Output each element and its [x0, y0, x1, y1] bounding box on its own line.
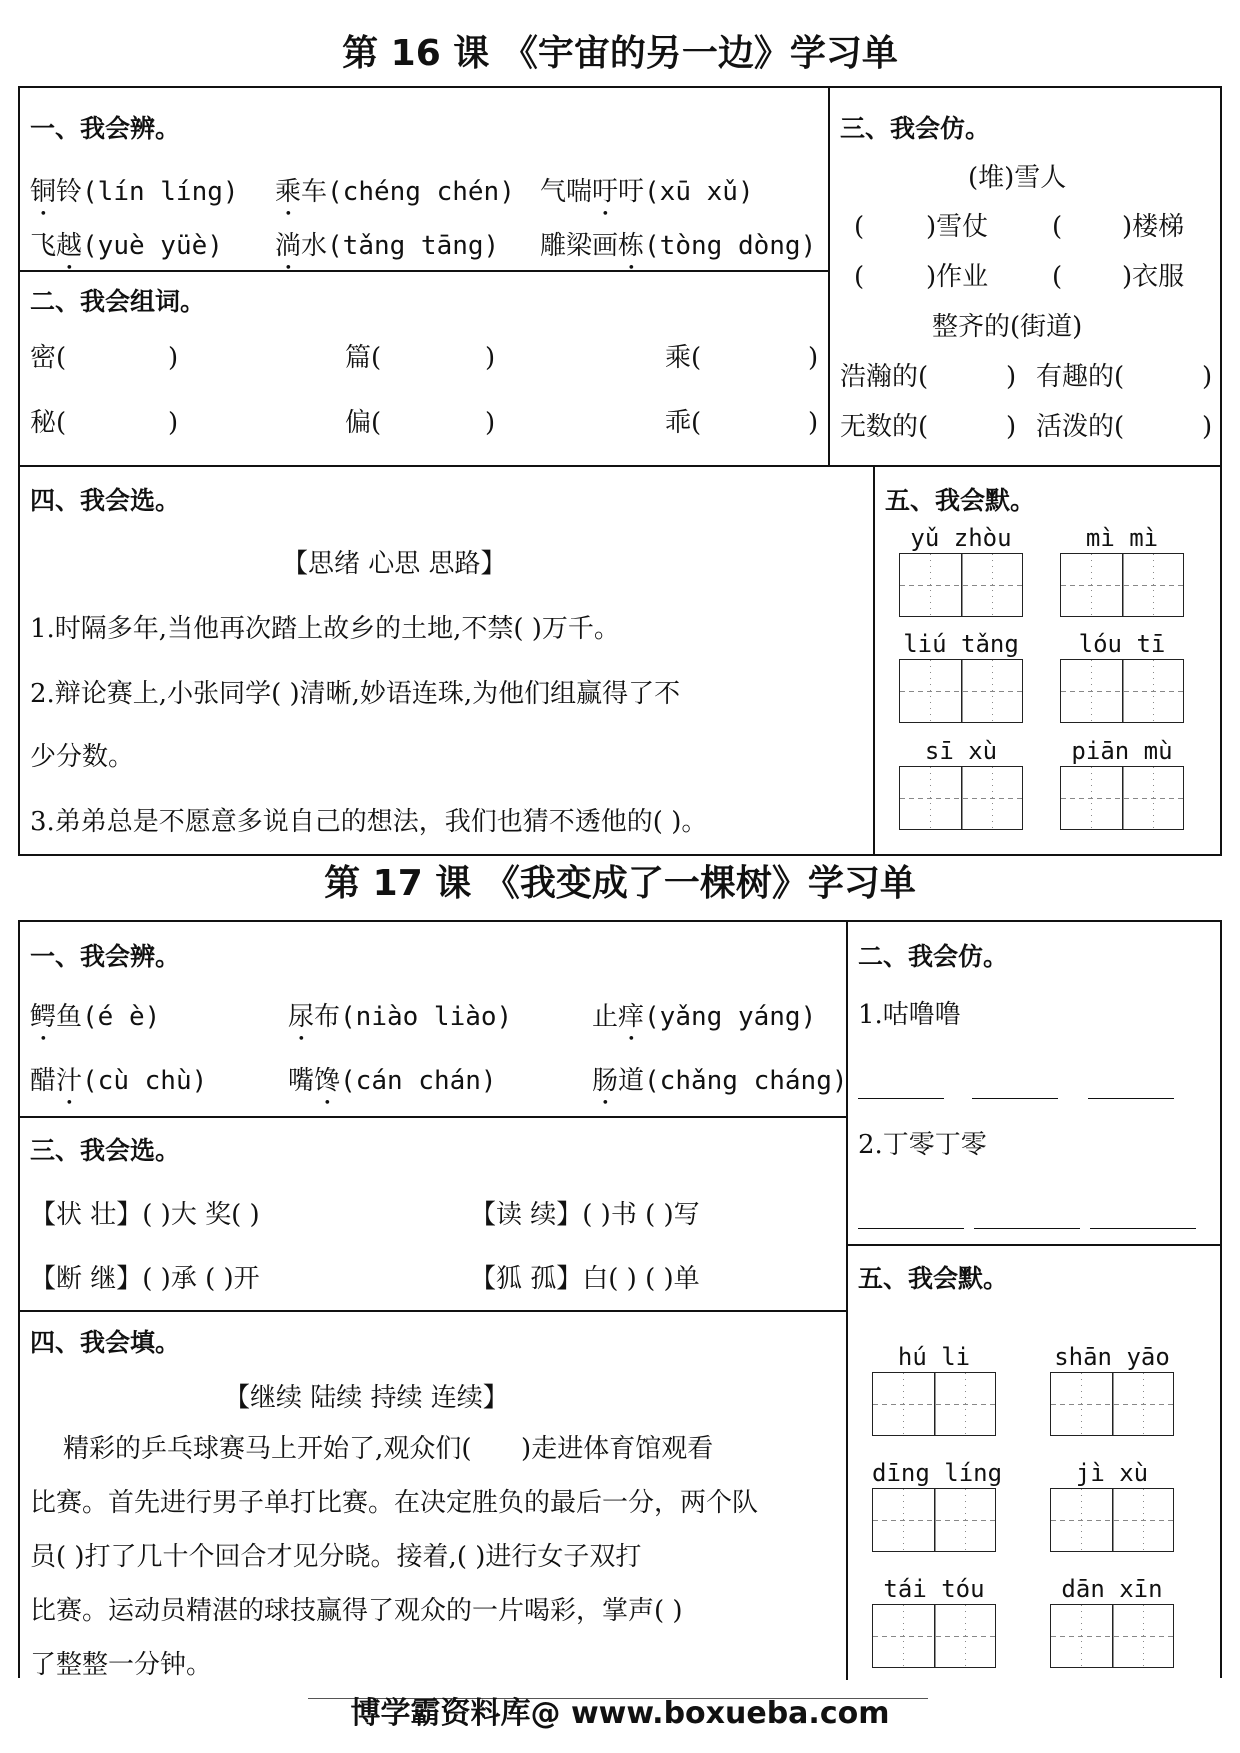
l16-s3-blank: ) [1202, 362, 1213, 392]
l16-s1-item: 淌水(tǎng tāng) [275, 231, 500, 261]
l16-s3-blank: ( [1052, 212, 1063, 242]
l16-s2-heading: 二、我会组词。 [30, 287, 206, 316]
l16-section2 [20, 270, 828, 465]
l16-s3-heading: 三、我会仿。 [840, 114, 991, 143]
l16-s2-item: ) [808, 408, 819, 438]
lesson16-table [18, 86, 1222, 856]
l17-tianzige-grid [872, 1604, 996, 1668]
l16-s2-item: ) [485, 408, 496, 438]
l16-s2-item: 秘( [30, 408, 67, 438]
l17-tianzige-grid [872, 1488, 996, 1552]
l17-s4-word-bank: 【继续 陆续 持续 连续】 [224, 1383, 509, 1413]
l16-s3-blank: )雪仗 [926, 212, 989, 242]
l17-s3-item: 【狐 孤】白( ) ( )单 [470, 1264, 700, 1294]
l16-s4-heading: 四、我会选。 [30, 486, 181, 515]
l17-s1-item: 嘴馋(cán chán) [288, 1066, 497, 1096]
l16-s3-blank: ) [1006, 362, 1017, 392]
l17-pinyin-label: dīng líng [872, 1459, 1003, 1487]
l16-s1-heading: 一、我会辨。 [30, 114, 181, 143]
l16-s3-blank: ( [854, 212, 865, 242]
lesson17-table [18, 920, 1222, 1678]
l17-s2-question: 1.咕噜噜 [858, 1000, 961, 1030]
l16-pinyin-label: sī xù [924, 737, 998, 765]
l17-pinyin-label: jì xù [1075, 1459, 1149, 1487]
l16-s2-item: ) [808, 343, 819, 373]
l16-tianzige-grid [899, 553, 1023, 617]
l16-s3-blank: )衣服 [1122, 262, 1185, 292]
l17-s2-answer-line [1090, 1228, 1196, 1229]
l16-s4-question: 2.辩论赛上,小张同学( )清晰,妙语连珠,为他们组赢得了不 [30, 679, 681, 709]
l16-s1-item: 雕梁画栋(tòng dòng) [540, 231, 817, 261]
l17-s4-paragraph-line: 精彩的乒乓球赛马上开始了,观众们( )走进体育馆观看 [30, 1434, 714, 1464]
l17-pinyin-label: tái tóu [883, 1575, 985, 1603]
l17-s4-paragraph-line: 比赛。首先进行男子单打比赛。在决定胜负的最后一分，两个队 [30, 1488, 759, 1518]
l16-s3-blank: 浩瀚的( [840, 362, 929, 392]
l17-s1-item: 止痒(yǎng yáng) [592, 1002, 817, 1032]
l17-s2-answer-line [972, 1098, 1058, 1099]
l16-s2-item: 偏( [345, 408, 382, 438]
l16-s2-item: 乖( [665, 408, 702, 438]
l16-section5 [873, 465, 1220, 854]
l16-pinyin-label: lóu tī [1078, 630, 1166, 658]
l17-section2 [846, 922, 1220, 1244]
l17-pinyin-label: shān yāo [1054, 1343, 1170, 1371]
l16-s1-item: 飞越(yuè yüè) [30, 231, 223, 261]
l17-section1 [20, 922, 846, 1116]
l17-s3-item: 【状 壮】( )大 奖( ) [30, 1200, 260, 1230]
watermark: 博学霸资料库@ www.boxueba.com [350, 1696, 890, 1731]
l16-s3-example: 整齐的(街道) [932, 312, 1083, 342]
l17-s4-paragraph-line: 员( )打了几十个回合才见分晓。接着,( )进行女子双打 [30, 1542, 642, 1572]
l16-section3 [828, 88, 1220, 465]
l16-pinyin-label: yǔ zhòu [910, 524, 1012, 552]
l17-section3 [20, 1116, 846, 1310]
l16-tianzige-grid [1060, 553, 1184, 617]
l16-s4-question: 1.时隔多年,当他再次踏上故乡的土地,不禁( )万千。 [30, 614, 620, 644]
l16-s3-blank: )楼梯 [1122, 212, 1185, 242]
l16-s5-heading: 五、我会默。 [885, 486, 1036, 515]
l17-s1-item: 醋汁(cù chù) [30, 1066, 208, 1096]
l17-s2-answer-line [1088, 1098, 1174, 1099]
l16-s2-item: ) [168, 408, 179, 438]
l16-s2-item: ) [168, 343, 179, 373]
l16-s3-blank: ) [1006, 412, 1017, 442]
l17-tianzige-grid [872, 1372, 996, 1436]
l16-s1-item: 乘车(chéng chén) [275, 177, 515, 207]
l17-section4 [20, 1310, 846, 1680]
l17-s4-paragraph-line: 比赛。运动员精湛的球技赢得了观众的一片喝彩，掌声( ) [30, 1596, 683, 1626]
l17-s4-heading: 四、我会填。 [30, 1328, 181, 1357]
l17-s3-item: 【断 继】( )承 ( )开 [30, 1264, 260, 1294]
l16-pinyin-label: liú tǎng [903, 630, 1019, 658]
l16-s2-item: 篇( [345, 343, 382, 373]
l16-s2-item: ) [485, 343, 496, 373]
l16-pinyin-label: mì mì [1085, 524, 1159, 552]
l17-s2-answer-line [858, 1098, 944, 1099]
l16-s3-example: (堆)雪人 [968, 163, 1067, 193]
l16-s3-blank: ( [854, 262, 865, 292]
l16-s4-question: 3.弟弟总是不愿意多说自己的想法，我们也猜不透他的( )。 [30, 807, 708, 837]
lesson17-title: 第 17 课 《我变成了一棵树》学习单 [324, 863, 916, 904]
l17-s1-heading: 一、我会辨。 [30, 942, 181, 971]
l16-s3-blank: 无数的( [840, 412, 929, 442]
l16-s1-item: 气喘吁吁(xū xǔ) [540, 177, 754, 207]
lesson16-title: 第 16 课 《宇宙的另一边》学习单 [342, 33, 898, 74]
l16-pinyin-label: piān mù [1071, 737, 1173, 765]
l17-pinyin-label: dān xīn [1061, 1575, 1163, 1603]
l16-section1 [20, 88, 828, 270]
l16-tianzige-grid [899, 766, 1023, 830]
l17-s2-heading: 二、我会仿。 [858, 942, 1009, 971]
l16-tianzige-grid [1060, 766, 1184, 830]
l16-tianzige-grid [899, 659, 1023, 723]
l16-s3-blank: 活泼的( [1036, 412, 1125, 442]
l16-s3-blank: ) [1202, 412, 1213, 442]
l17-s2-answer-line [974, 1228, 1080, 1229]
l17-s1-item: 尿布(niào liào) [288, 1002, 513, 1032]
l16-s2-item: 密( [30, 343, 67, 373]
l17-s2-answer-line [858, 1228, 964, 1229]
l16-section4 [20, 465, 873, 854]
l16-s1-item: 铜铃(lín líng) [30, 177, 239, 207]
l17-s1-item: 肠道(chǎng cháng) [592, 1066, 848, 1096]
l17-s2-question: 2.丁零丁零 [858, 1130, 987, 1160]
l17-tianzige-grid [1050, 1488, 1174, 1552]
l16-s4-word-bank: 【思绪 心思 思路】 [282, 549, 507, 579]
l17-section5 [846, 1244, 1220, 1680]
l16-tianzige-grid [1060, 659, 1184, 723]
l16-s3-blank: 有趣的( [1036, 362, 1125, 392]
l17-s3-heading: 三、我会选。 [30, 1136, 181, 1165]
l16-s3-blank: )作业 [926, 262, 989, 292]
l17-tianzige-grid [1050, 1372, 1174, 1436]
l17-s1-item: 鳄鱼(é è) [30, 1002, 161, 1032]
l17-tianzige-grid [1050, 1604, 1174, 1668]
l16-s3-blank: ( [1052, 262, 1063, 292]
l16-s2-item: 乘( [665, 343, 702, 373]
l17-s3-item: 【读 续】( )书 ( )写 [470, 1200, 700, 1230]
l17-s5-heading: 五、我会默。 [858, 1264, 1009, 1293]
l16-s4-question: 少分数。 [30, 742, 135, 772]
l17-pinyin-label: hú li [897, 1343, 971, 1371]
l17-s4-paragraph-line: 了整整一分钟。 [30, 1650, 213, 1680]
